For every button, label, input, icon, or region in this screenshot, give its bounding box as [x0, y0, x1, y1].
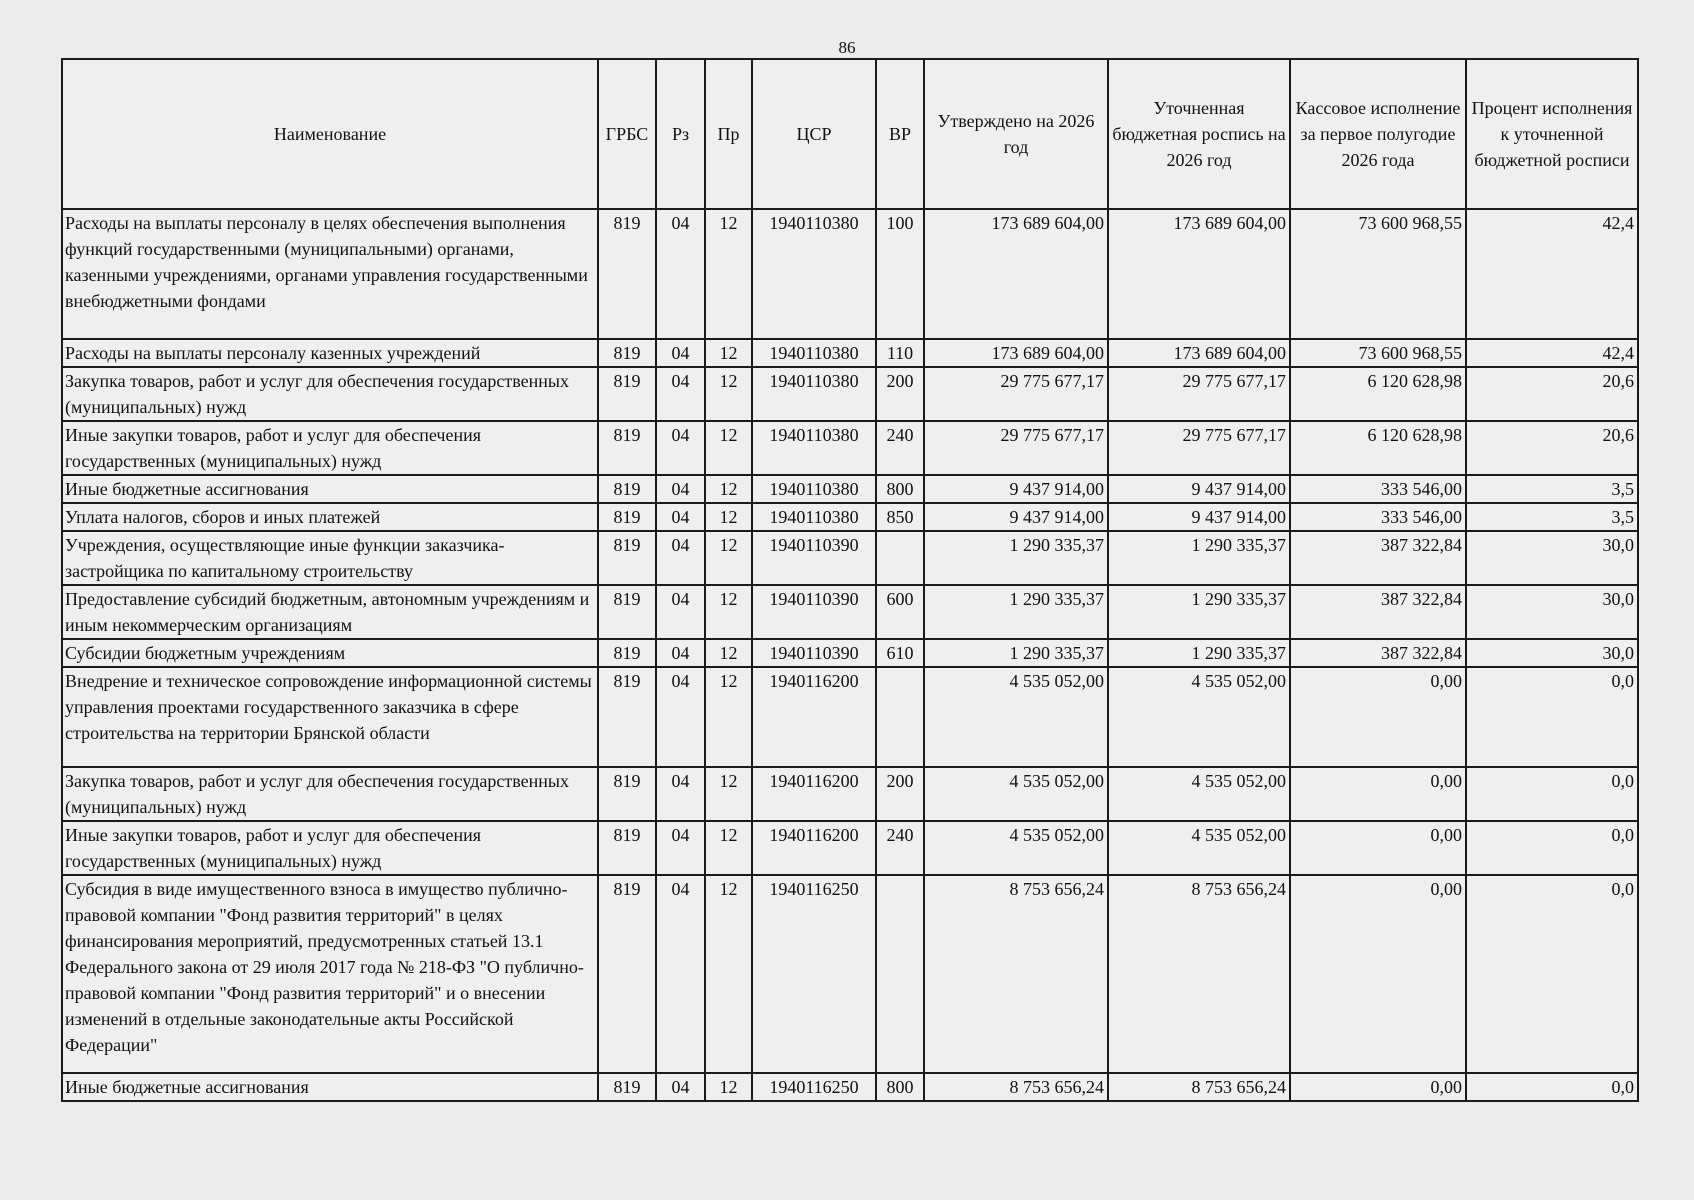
table-row: [62, 475, 1638, 503]
row-refined: 29 775 677,17: [1108, 421, 1290, 475]
row-pr: 12: [705, 367, 752, 421]
row-vr: 800: [876, 475, 924, 503]
row-refined: 4 535 052,00: [1108, 767, 1290, 821]
row-name: Расходы на выплаты персоналу в целях обеспечения выполнения функций государственными (муниципальными) органами, казенными учреждениями, органами управления государственными внебюджетными фондами: [62, 209, 598, 339]
table-row: [62, 531, 1638, 585]
row-name: Иные бюджетные ассигнования: [62, 1073, 598, 1101]
row-csr: 1940116200: [752, 821, 876, 875]
row-approved: 29 775 677,17: [924, 367, 1108, 421]
row-percent: 30,0: [1466, 639, 1638, 667]
row-rz: 04: [656, 503, 705, 531]
row-name: Закупка товаров, работ и услуг для обеспечения государственных (муниципальных) нужд: [62, 767, 598, 821]
table-row: [62, 367, 1638, 421]
row-cash: 0,00: [1290, 767, 1466, 821]
row-cash: 73 600 968,55: [1290, 209, 1466, 339]
row-pr: 12: [705, 667, 752, 767]
row-rz: 04: [656, 209, 705, 339]
row-grbs: 819: [598, 1073, 656, 1101]
row-refined: 173 689 604,00: [1108, 339, 1290, 367]
row-cash: 0,00: [1290, 1073, 1466, 1101]
row-rz: 04: [656, 531, 705, 585]
page-number: 86: [838, 38, 856, 57]
row-pr: 12: [705, 209, 752, 339]
row-rz: 04: [656, 875, 705, 1073]
row-cash: 0,00: [1290, 667, 1466, 767]
row-vr: [876, 531, 924, 585]
col-header-percent: Процент исполнения к уточненной бюджетной росписи: [1466, 59, 1638, 209]
row-pr: 12: [705, 821, 752, 875]
row-refined: 4 535 052,00: [1108, 667, 1290, 767]
row-approved: 4 535 052,00: [924, 667, 1108, 767]
row-name: Закупка товаров, работ и услуг для обеспечения государственных (муниципальных) нужд: [62, 367, 598, 421]
row-percent: 42,4: [1466, 209, 1638, 339]
row-refined: 1 290 335,37: [1108, 585, 1290, 639]
row-pr: 12: [705, 475, 752, 503]
row-cash: 0,00: [1290, 821, 1466, 875]
row-grbs: 819: [598, 209, 656, 339]
row-refined: 29 775 677,17: [1108, 367, 1290, 421]
row-vr: [876, 875, 924, 1073]
table-row: [62, 209, 1638, 339]
table-row: [62, 667, 1638, 767]
col-header-vr: ВР: [876, 59, 924, 209]
row-csr: 1940116200: [752, 667, 876, 767]
row-csr: 1940110380: [752, 421, 876, 475]
row-name: Иные закупки товаров, работ и услуг для обеспечения государственных (муниципальных) нужд: [62, 821, 598, 875]
row-approved: 9 437 914,00: [924, 475, 1108, 503]
row-name: Расходы на выплаты персоналу казенных учреждений: [62, 339, 598, 367]
row-grbs: 819: [598, 667, 656, 767]
col-header-approved: Утверждено на 2026 год: [924, 59, 1108, 209]
row-approved: 1 290 335,37: [924, 531, 1108, 585]
row-cash: 387 322,84: [1290, 639, 1466, 667]
row-grbs: 819: [598, 585, 656, 639]
row-vr: 240: [876, 821, 924, 875]
row-approved: 173 689 604,00: [924, 339, 1108, 367]
row-csr: 1940110390: [752, 639, 876, 667]
row-percent: 20,6: [1466, 367, 1638, 421]
row-approved: 1 290 335,37: [924, 639, 1108, 667]
row-name: Субсидии бюджетным учреждениям: [62, 639, 598, 667]
row-name: Учреждения, осуществляющие иные функции заказчика-застройщика по капитальному строительству: [62, 531, 598, 585]
row-name: Внедрение и техническое сопровождение информационной системы управления проектами государственного заказчика в сфере строительства на территории Брянской области: [62, 667, 598, 767]
row-rz: 04: [656, 585, 705, 639]
row-approved: 173 689 604,00: [924, 209, 1108, 339]
row-grbs: 819: [598, 639, 656, 667]
row-grbs: 819: [598, 367, 656, 421]
row-refined: 1 290 335,37: [1108, 639, 1290, 667]
row-csr: 1940116250: [752, 1073, 876, 1101]
row-vr: 600: [876, 585, 924, 639]
row-percent: 0,0: [1466, 821, 1638, 875]
col-header-csr: ЦСР: [752, 59, 876, 209]
table-row: [62, 875, 1638, 1073]
row-pr: 12: [705, 767, 752, 821]
row-grbs: 819: [598, 531, 656, 585]
row-csr: 1940110380: [752, 475, 876, 503]
row-cash: 6 120 628,98: [1290, 367, 1466, 421]
row-approved: 4 535 052,00: [924, 767, 1108, 821]
table-row: [62, 821, 1638, 875]
row-approved: 29 775 677,17: [924, 421, 1108, 475]
col-header-refined: Уточненная бюджетная роспись на 2026 год: [1108, 59, 1290, 209]
row-vr: 100: [876, 209, 924, 339]
row-refined: 9 437 914,00: [1108, 475, 1290, 503]
row-csr: 1940110390: [752, 531, 876, 585]
row-cash: 73 600 968,55: [1290, 339, 1466, 367]
row-csr: 1940110380: [752, 339, 876, 367]
row-vr: 110: [876, 339, 924, 367]
row-pr: 12: [705, 875, 752, 1073]
row-rz: 04: [656, 339, 705, 367]
row-pr: 12: [705, 421, 752, 475]
row-grbs: 819: [598, 767, 656, 821]
row-pr: 12: [705, 531, 752, 585]
row-refined: 173 689 604,00: [1108, 209, 1290, 339]
row-vr: 240: [876, 421, 924, 475]
row-name: Субсидия в виде имущественного взноса в имущество публично-правовой компании "Фонд развития территорий" в целях финансирования мероприятий, предусмотренных статьей 13.1 Федерального закона от 29 июля 2017 года № 218-ФЗ "О публично-правовой компании "Фонд развития территорий" и о внесении изменений в отдельные законодательные акты Российской Федерации": [62, 875, 598, 1073]
row-percent: 3,5: [1466, 503, 1638, 531]
row-approved: 4 535 052,00: [924, 821, 1108, 875]
row-vr: 200: [876, 367, 924, 421]
col-header-cash: Кассовое исполнение за первое полугодие 2026 года: [1290, 59, 1466, 209]
table-row: [62, 639, 1638, 667]
row-name: Иные бюджетные ассигнования: [62, 475, 598, 503]
row-vr: 610: [876, 639, 924, 667]
row-grbs: 819: [598, 821, 656, 875]
row-approved: 8 753 656,24: [924, 875, 1108, 1073]
table-header-row: [62, 59, 1638, 209]
row-csr: 1940110380: [752, 503, 876, 531]
row-csr: 1940110380: [752, 367, 876, 421]
row-refined: 8 753 656,24: [1108, 1073, 1290, 1101]
row-refined: 1 290 335,37: [1108, 531, 1290, 585]
row-cash: 0,00: [1290, 875, 1466, 1073]
row-rz: 04: [656, 639, 705, 667]
table-row: [62, 421, 1638, 475]
row-percent: 20,6: [1466, 421, 1638, 475]
row-pr: 12: [705, 639, 752, 667]
row-approved: 9 437 914,00: [924, 503, 1108, 531]
row-rz: 04: [656, 821, 705, 875]
row-pr: 12: [705, 1073, 752, 1101]
row-vr: [876, 667, 924, 767]
col-header-name: Наименование: [62, 59, 598, 209]
row-pr: 12: [705, 339, 752, 367]
row-name: Предоставление субсидий бюджетным, автономным учреждениям и иным некоммерческим организациям: [62, 585, 598, 639]
row-cash: 387 322,84: [1290, 531, 1466, 585]
row-rz: 04: [656, 367, 705, 421]
row-rz: 04: [656, 421, 705, 475]
row-grbs: 819: [598, 503, 656, 531]
table-body: [62, 209, 1638, 1101]
row-vr: 200: [876, 767, 924, 821]
row-cash: 333 546,00: [1290, 475, 1466, 503]
row-percent: 30,0: [1466, 585, 1638, 639]
col-header-pr: Пр: [705, 59, 752, 209]
row-percent: 0,0: [1466, 767, 1638, 821]
row-rz: 04: [656, 667, 705, 767]
table-row: [62, 503, 1638, 531]
row-csr: 1940116250: [752, 875, 876, 1073]
row-percent: 42,4: [1466, 339, 1638, 367]
row-rz: 04: [656, 767, 705, 821]
row-name: Уплата налогов, сборов и иных платежей: [62, 503, 598, 531]
row-cash: 333 546,00: [1290, 503, 1466, 531]
row-percent: 0,0: [1466, 1073, 1638, 1101]
row-approved: 8 753 656,24: [924, 1073, 1108, 1101]
row-name: Иные закупки товаров, работ и услуг для обеспечения государственных (муниципальных) нужд: [62, 421, 598, 475]
row-csr: 1940110380: [752, 209, 876, 339]
table-row: [62, 585, 1638, 639]
col-header-grbs: ГРБС: [598, 59, 656, 209]
row-refined: 8 753 656,24: [1108, 875, 1290, 1073]
row-refined: 4 535 052,00: [1108, 821, 1290, 875]
row-vr: 850: [876, 503, 924, 531]
table-row: [62, 767, 1638, 821]
row-grbs: 819: [598, 875, 656, 1073]
row-cash: 387 322,84: [1290, 585, 1466, 639]
table-row: [62, 1073, 1638, 1101]
row-pr: 12: [705, 503, 752, 531]
row-csr: 1940116200: [752, 767, 876, 821]
row-percent: 0,0: [1466, 667, 1638, 767]
row-vr: 800: [876, 1073, 924, 1101]
row-pr: 12: [705, 585, 752, 639]
row-cash: 6 120 628,98: [1290, 421, 1466, 475]
row-csr: 1940110390: [752, 585, 876, 639]
row-rz: 04: [656, 475, 705, 503]
table-row: [62, 339, 1638, 367]
row-percent: 3,5: [1466, 475, 1638, 503]
row-approved: 1 290 335,37: [924, 585, 1108, 639]
budget-execution-table: [61, 58, 1639, 1102]
row-grbs: 819: [598, 339, 656, 367]
row-percent: 0,0: [1466, 875, 1638, 1073]
row-percent: 30,0: [1466, 531, 1638, 585]
col-header-rz: Рз: [656, 59, 705, 209]
row-grbs: 819: [598, 421, 656, 475]
row-refined: 9 437 914,00: [1108, 503, 1290, 531]
row-grbs: 819: [598, 475, 656, 503]
row-rz: 04: [656, 1073, 705, 1101]
